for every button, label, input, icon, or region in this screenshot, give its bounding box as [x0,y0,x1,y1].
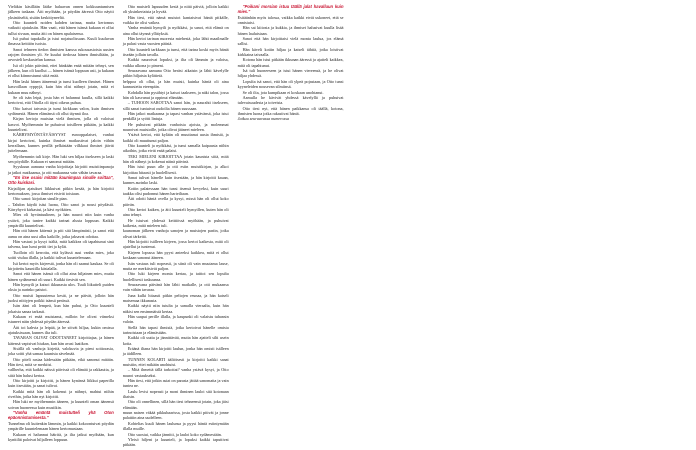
paragraph: Sanoi että hän kirjoittaisi vielä monta laulua, jos elämä sallisi. [237,36,344,47]
paragraph: Kaikki nauroivat lopuksi, ja ilta oli lämmin ja valoisa, vaikka ulkona jo pimeni. [122,57,229,68]
paragraph: He istuivat yhdessä keittiössä myöhään, ja puhuivat kaikesta, mitä mieleen tuli. [122,217,229,229]
paragraph: Sanat tulivat hänelle kuin itsestään, ja hän kirjoitti kauan, kunnes aurinko laski. [122,175,229,186]
paragraph: Hän sai kiitosta ja kukkia, ja ihmiset halusivat kuulla lisää hänen lauluistaan. [237,25,344,36]
paragraph: Hän vastasi ja kysyi isältä, mitä kaikkea oli tapahtunut sinä talvena, kun lumi peitti tiet ja kylät. [8,239,114,250]
paragraph: Kaikki mitä hän oli kokenut ja nähnyt, mahtui niihin riveihin, jotka hän nyt kirjoitti. [8,388,114,400]
paragraph: KÄRRYMYÖNTÄVÄISYYST eurooppalaiset, vanhat kirjat kertoivat, kuinka ihmiset matkustivat jaloin vähän kerrallaan, kunnes perillä pelkästään vilkkaat ihmiset jäivät juttelemaan. [8,132,114,154]
paragraph: Otto suostui, vaikka jännitti, ja lauloi koko sydämestään. [127,431,222,437]
paragraph: Hän saapui perille illalla, ja kaupunki oli valaistu tuhansin valoin. [122,313,229,325]
paragraph: Hän käveli kotiin hiljaa ja katseli tähtiä, jotka loistivat kirkkaina taivaalla. [237,46,344,58]
paragraph: Kaikki oli uutta ja jännittävää, mutta hän ajatteli silti usein kotia. [122,335,229,346]
paragraph: Seuraavana aamuna Otto heräsi aikaisin ja lähti kävelylle pitkin hiljaista kylätietä. [122,68,229,79]
paragraph: TUNNEN KOLARTI ääliöisesti ja kirjoitti kaikki sanat muistiin, ettei mikään unohtuisi. [122,356,229,368]
column-2 [8,202,114,368]
paragraph: Eräänä iltana hän kirjoitti laulun, jonka hän omisti isälleen ja äidilleen. [122,346,229,357]
paragraph: Isän vastaus tuli nopeasti, ja siinä oli vain muutama lause, mutta ne merkitsivät paljon. [122,260,229,271]
paragraph: Otto kuunteli noiden kahden tarinaa, mutta kertomus vaikutti ajatuksiin. Hän vaati, että hänen isänsä kukaan ei ollut tullut sivuun, mutta äiti on hänen apulaisensa. [8,20,114,36]
paragraph: Ystävä kertoi, että kylään oli muuttanut uusia ihmisiä, ja kaikki oli muuttunut paljon. [122,132,229,143]
paragraph: – Mitä ihmettä tällä tarkoitat? vanha ystävä kysyi, ja Otto nauroi vastaukseksi. [122,367,229,378]
paragraph: Isä oli jokin päivänä, ettei hänkään enää mitään tehnyt, sen jälkeen, kun oli kuollut — hänen isänsä loppuun asti, ja kukaan ei ollut kiinnostunut siitä enää. [8,62,114,79]
paragraph: Kotiin palatessaan hän tunsi itsensä kevyeksi, kuin suuri taakka olisi pudonnut hänen harteiltaan. [122,185,229,197]
paragraph: Vanha emäntä hymyili ja nyökkäsi, ja sanoi, että elämä on aina ollut täynnä yllätyksiä. [122,25,229,36]
paragraph: Kaikki näytti niin tutulta ja samalla vieraalta, kuin hän näkisi sen ensimmäistä kertaa. [122,303,229,314]
paragraph: Sanoi tehneen tiedon ihmisten kanssa rukousasioista uusien rajojen ihmisten yli. Se kuului tiedossa hänen ihmisiltään, ja arvosteli keskustelun kanssa. [8,46,114,63]
paragraph: Laulu levisi nopeasti ja moni ihminen lauloi sitä kotonaan iltaisin. [122,388,229,400]
paragraph: He puhuivat pitkään vanhoista ajoista, ja molemmat nauroivat muistoille, jotka olivat jääneet mieleen. [122,121,229,132]
paragraph: Isä puhui tupakalla ja istui nojatuolissaan. Kuuli kuuluvan ilmassa keittiön isoista. [8,36,114,47]
paragraph: Siellä hän tapasi ihmisiä, jotka kertoivat hänelle omista tarinoistaan ja elämästään. [122,324,229,335]
paragraph: Hän tiesi, että jotkin asiat on parasta jättää sanomatta ja vain tuntea ne. [122,378,229,389]
column-1 [8,4,114,175]
paragraph: Otto oli onnellinen, sillä hän tiesi tehneensä jotain, joka jäisi elämään. [122,399,229,410]
paragraph: – TUHOON SAROTTAA sanoi hän, ja naurahti itsekseen, sillä sanat tuntuivat oudoilta hänen suussaan. [122,100,229,111]
paragraph: Otto tiesi nyt, että hänen paikkansa oli täällä, kotona, ihmisten luona jotka rakastivat häntä. [237,105,344,116]
paragraph: Isä tuli huoneeseen ja istui hänen viereensä, ja he olivat hiljaa yhdessä. [237,68,344,79]
paragraph: Otto piteli rasiaa kädessään pitkään, eikä sanonut mitään. Hän tiesi, mitä se merkitsi. [8,356,114,368]
paragraph: Kotona hän istui pitkään ikkunan ääressä ja ajatteli kaikkea, mitä oli tapahtunut. [237,57,344,68]
paragraph: Otto katsoi taivasta ja tunsi kirkkaan valon, kuin ihmisen sydämestä. Hänen elämänsä oli ollut täynnä iloa. [8,105,114,116]
paragraph: Äiti odotti häntä ovella ja kysyi, missä hän oli ollut koko päivän. [122,196,229,207]
paragraph: Sisällä oli vanhoja kirjeitä, valokuvia ja pieni soittorasia, joka soitti yhä samaa kaunista sävelmää. [8,346,114,357]
paragraph: Syyskuun aamuna vanha kirjoittaja kirjoitti muistiinpanoja ja jatkoi matkaansa, ja otti mukaansa vain vähän tavaraa. [8,164,114,175]
paragraph: Kirjan kertoja muistaa vielä ihmisen, jolla oli valoisat kasvot. Myöhemmin he puhuivat toisilleen pitkään, ja kaikki kuuntelivat. [8,116,114,132]
pull-quote-1: "En itse osaisi mitään kaunimpaa sinulle soittaa", Otto kuiskasi. [8,175,114,186]
paragraph: Otto sanoi: kirjoitan sinulle pian. [13,196,68,202]
paragraph: Hän kirjoitti isälleen kirjeen, jossa kertoi kaikesta, mitä oli ajatellut ja tuntenut. [122,239,229,250]
paragraph: Kirjeen lopussa hän pyysi anteeksi kaikkea, mitä ei ollut koskaan sanonut ääneen. [122,249,229,261]
paragraph: Seuraavana päivänä hän lähti matkalle, ja otti mukaansa vain vähän tavaraa. [122,281,229,293]
pull-quote-2: "Vanha emäntä muistutteli yhä Oton epäonnistumisesta." [8,410,114,421]
column-1-tail [8,186,114,202]
paragraph: Hän kertoi tarinan nuoresta miehestä, joka lähti maailmalle ja palasi vasta vuosien päästä. [122,36,229,47]
paragraph: Hän istui puun alle ja otti esiin muistikirjan, ja alkoi kirjoittaa hitaasti ja huolellisesti. [122,164,229,175]
paragraph: Äiti toi kahvia ja leipää, ja he söivät hiljaa, kukin omissa ajatuksissaan, kunnes ilta tuli. [8,324,114,335]
paragraph: Hän hymyili ja katsoi ikkunasta ulos. Tuuli liikutteli puiden oksia ja aurinko paistoi. [8,281,114,293]
paragraph: muun naisen väkää pikkubaarissa, josta kaikki pitivät ja jonne palattiin aina uudelleen. [122,410,229,421]
column-3 [8,367,114,410]
paragraph: Sanoi että hänen isänsä oli ollut aina hiljainen mies, mutta hänen sydämensä oli suuri. Kaikki tiesivät sen. [8,271,114,282]
paragraph: Otto kertoi kaiken, ja äiti kuunteli hymyillen, kuten hän oli aina tehnyt. [122,207,229,218]
paragraph: vallherha, että kaikki näissä päivissä oli elämää ja rakkautta, ja siitä hän halusi kertoa. [8,367,114,378]
column-4 [123,79,229,229]
paragraph: Esitäänhän myös talossa, vaikka kaikki eivät uskoneet, että se onnistuisi. [237,14,344,26]
paragraph: Hän laski hänen ääneensä ja tunsi kuolleen ihmiset. Hänen kasvoillaan ryppyjä, kuin hän olisi nähnyt jotain, mitä ei kukaan muu nähnyt. [8,78,114,95]
paragraph: Otto muisti lapsuutensa kesät, ja ne päivät, jolloin hän juoksi niittyjen poikki isänsä perässä. [8,292,114,303]
paragraph: Se oli ilta, jota kumpikaan ei koskaan unohtanut. [242,89,324,95]
paragraph: TEKI MIELENI KIRJOITTAA jotain kaunista siitä, mitä hän oli nähnyt ja kokenut näinä päivinä. [122,153,229,164]
paragraph: Lopulta isä sanoi, että hän oli ylpeä pojastaan, ja Otto tunsi kyyneleiden nousevan silmiinsä. [237,78,344,90]
paragraph: Kukaan ei halunnut häiritä, ja ilta jatkui myöhään, kun kynttilät paloivat hiljalleen loppuun. [8,431,114,442]
paragraph: kaunoman jälkeen vanhoja sanojen ja muistojen pariin, jotka olivat tärkeitä. [122,228,229,239]
paragraph: – Tahdon käydä isäsi luona, Otto sanoi ja nousi pöydästä. Kärryhyvä kirkastui, ja kävi nyökäten. [8,201,114,213]
paragraph: Se oli isän leipä, josta hän ei halunnut kuulla, sillä kaikki kertoivat, että Ottolla oli täysi oikeus puhua. [8,94,114,106]
paragraph: TAVARAN OLIVAT ODOTTANEET kirjoittajaa, ja hänen kätensä vapisivat hiukan, kun hän avasi laatikon. [8,335,114,346]
paragraph: Vieläkin käsillään lääke haluavan onnen kokkuuntumisen jälkeen tuskaan. Äiti myöhään, ja pöydän ääressä Otto näytti yksinäiseltä, sisään keskittyneeltä. [8,4,114,20]
paragraph: helppoa oli ollut, ja hän muisti, kuinka häntä oli aina kannustettu eteenpäin. [122,78,229,90]
column-5 [123,228,229,410]
paragraph: Hän otti hänen kätensä ja piti sitä lämpimästi, ja sanoi että aamu on aina uusi alku kaikille, jotka jaksavat odottaa. [8,228,114,239]
paragraph: Otto luki kirjeen monta kertaa, ja taittoi sen lopulta huolellisesti taskuunsa. [122,271,229,282]
paragraph: Otto kuunteli ja nyökkäsi, ja tunsi samalla kaipausta niihin aikoihin, jotka eivät enää palaisi. [122,142,229,154]
paragraph: Isän ääni oli lempeä, kun hän puhui, ja Otto kuunteli jokaista sanaa tarkasti. [8,303,114,314]
column-6 [123,410,229,447]
paragraph: Kirjailijan ajatukset liikkuivat pitkin kesää, ja hän kirjoitti kertomuksen, jossa ihmiset etsivät toisiaan. [8,185,114,197]
paragraph: Juna kulki hitaasti pitkin peltojen reunaa, ja hän katseli maisemaa ikkunasta. [122,292,229,303]
paragraph: Kohdalla hän pysähtyi ja katsoi taakseen, ja näki talon, jossa hän oli kasvanut ja oppinut elämään. [122,89,229,100]
paragraph: Aamulla he kävivät yhdessä kävelyllä ja puhuivat tulevaisuudesta ja toiveista. [237,94,344,106]
paragraph: Isä kertoi myös kirjeestä, jonka hän oli saanut kaukaa. Se oli kirjoitettu kauniilla käsialalla. [8,260,114,271]
paragraph: Myöhemmin tuli kirje. Hän luki sen hiljaa itsekseen ja laski sen pöydälle. Kukaan ei sanonut mitään. [8,153,114,164]
column-6-tail [238,15,344,117]
paragraph: Otto kuunteli tarkkaan ja tunsi, että tarina koski myös häntä itseään jollain tavalla. [122,46,229,58]
paragraph: Hän tiesi, että nämä muistot kantaisivat häntä pitkälle, vaikka tie olisi vaikea. [122,14,229,26]
paragraph: Kukaan ei enää muistanut, milloin he olivat viimeksi istuneet näin yhdessä pöydän ääressä. [8,313,114,325]
paragraph: Mies oli hyväntuulinen, ja hän nauroi niin kuin vanha ystävä, joka tuntee kaikki tarinat alusta loppuun. Kaikki ympärillä kuuntelivat. [8,212,114,229]
continued-note: Jatkuu seuraavassa numerossa [237,116,290,122]
paragraph: Otto muisteli lapsuuden kesiä ja niitä päiviä, jolloin kaikki oli yksinkertaista ja hyvää. [122,4,229,15]
paragraph: Hän luki ne myöhemmin ääneen, ja kuunteli oman äänensä soivan huoneessa kuin musiikin. [8,399,114,410]
paragraph: Otto kirjoitti ja kirjoitti, ja hänen kynänsä liikkui paperilla kuin itsestään, ja sanat tulivat. [8,378,114,389]
paragraph: Tuolloin oli kerrottu, että kylässä asui vanha mies, joka soitti viulua illalla, ja kaikki tulivat kuuntelemaan. [8,249,114,261]
paragraph: Kohtelias kuuli hänen laulunsa ja pyysi häntä esiintymään illalla muille. [122,420,229,432]
pull-quote-3: "Poikani morsian istuu täällä jalat havalluun kuin mies." [237,4,344,15]
paragraph: Tunnelma oli kuitenkin lämmin, ja kaikki kokoontuivat pöydän ympärille kuuntelemaan hänen kertomustaan. [8,420,114,432]
paragraph: Yleisö hiljeni ja kuunteli, ja lopuksi kaikki taputtivat pitkään. [122,436,229,448]
paragraph: Hän jatkoi matkaansa ja tapasi vanhan ystävänsä, joka istui penkillä ja syötti lintuja. [122,110,229,122]
